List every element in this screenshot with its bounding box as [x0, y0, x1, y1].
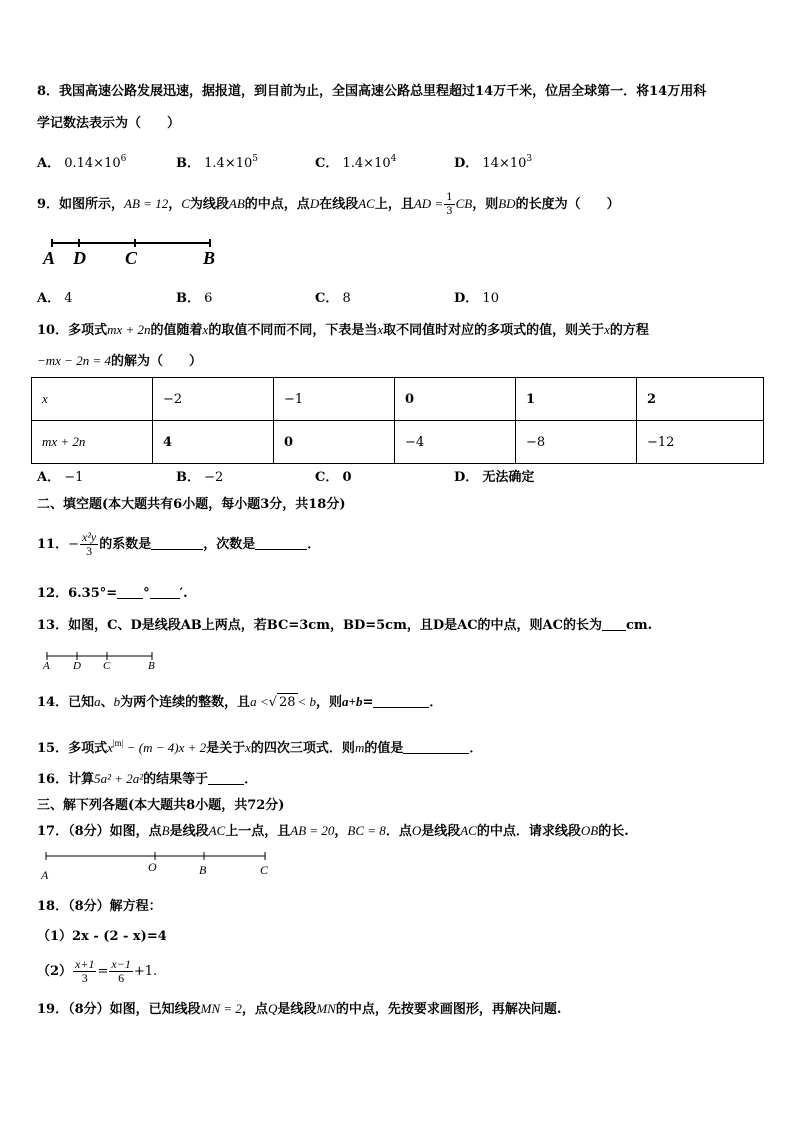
table-row [32, 421, 764, 464]
q16-stem: 16．计算5a² + 2a²的结果等于 ． [37, 771, 258, 787]
table-cell: −8 [516, 421, 637, 464]
q10-option-c[interactable]: C． 0 [315, 470, 352, 485]
q11-blank-degree[interactable] [255, 535, 307, 550]
q9-label-c: C [125, 248, 138, 268]
q11-stem: 11．− $\frac{\text{x²y}}{3}$ 的系数是 ，次数是 ． [37, 530, 321, 558]
q18-part-1: （1）2x - (2 - x)=4 [37, 929, 167, 944]
q12-stem: 12．6.35°= ° ′. [37, 586, 188, 601]
q17-label-c: C [260, 863, 269, 877]
q9-option-c[interactable]: C． 8 [315, 291, 351, 306]
q18-part-2: （2） $\frac{x+1}{3}$ = $\frac{x-1}{6}$ +1. [37, 957, 158, 985]
q14-stem: 14．已知a、b为两个连续的整数，且a <√ 28 < b，则a+b= ． [37, 694, 443, 710]
q12-blank-degrees[interactable] [117, 584, 143, 599]
section-3-heading: 三、解下列各题(本大题共8小题，共72分) [37, 798, 285, 813]
q17-label-a: A [41, 868, 49, 882]
q8-option-d[interactable]: D． $14\times 10^3$ [454, 154, 533, 171]
q15-stem: 15．多项式$x^{|m|} - (m - 4)x + 2$是关于x的四次三项式．则m的值是 ． [37, 738, 483, 756]
q9-option-a[interactable]: A． 4 [37, 291, 73, 306]
q10-option-b[interactable]: B． −2 [176, 470, 224, 485]
section-2-heading: 二、填空题(本大题共有6小题，每小题3分，共18分) [37, 497, 346, 512]
q11-blank-coefficient[interactable] [151, 535, 203, 550]
table-cell: mx + 2n [32, 421, 153, 464]
table-cell: 4 [153, 421, 274, 464]
q9-label-a: A [43, 248, 56, 268]
table-cell: 0 [274, 421, 395, 464]
q8-option-b[interactable]: B． $1.4\times 10^5$ [176, 154, 258, 171]
q14-blank-answer[interactable] [373, 693, 429, 708]
q9-option-b[interactable]: B． 6 [176, 291, 213, 306]
q8-stem-line2: 学记数法表示为（ ） [37, 116, 181, 131]
table-cell: 0 [395, 378, 516, 421]
q9-stem: 9．如图所示，AB = 12，C为线段AB的中点，点D在线段AC上，且AD = $\frac{1}{3}$ CB，则BD的长度为（ ） [37, 192, 620, 217]
q10-option-d[interactable]: D． 无法确定 [454, 470, 535, 485]
q13-label-a: A [43, 660, 50, 672]
table-cell: −4 [395, 421, 516, 464]
table-cell: 1 [516, 378, 637, 421]
table-cell: −1 [274, 378, 395, 421]
q16-blank-answer[interactable] [208, 770, 244, 785]
table-cell: x [32, 378, 153, 421]
q13-blank-answer[interactable] [602, 616, 626, 631]
q9-figure [40, 234, 230, 274]
table-cell: 2 [637, 378, 764, 421]
q8-stem-line1: 8．我国高速公路发展迅速，据报道，到目前为止，全国高速公路总里程超过14万千米，位居全球第一．将14万用科 [37, 84, 707, 99]
q17-figure [40, 850, 280, 884]
q17-label-o: O [148, 860, 157, 874]
q10-option-a[interactable]: A． −1 [37, 470, 84, 485]
q13-label-d: D [73, 660, 81, 672]
q13-label-b: B [148, 660, 155, 672]
q8-option-a[interactable]: A． $0.14\times 10^6$ [37, 154, 127, 171]
q13-figure [42, 650, 162, 672]
q10-stem-line1: 10．多项式mx + 2n的值随着x的取值不同而不同，下表是当x取不同值时对应的多项式的值，则关于x的方程 [37, 322, 649, 338]
q19-stem: 19．（8分）如图，已知线段MN = 2，点Q是线段MN的中点，先按要求画图形，再解决问题. [37, 1001, 562, 1017]
table-row [32, 378, 764, 421]
q10-value-table [31, 377, 764, 464]
q17-label-b: B [199, 863, 207, 877]
table-cell: −12 [637, 421, 764, 464]
table-cell: −2 [153, 378, 274, 421]
q13-label-c: C [103, 660, 111, 672]
q8-option-c[interactable]: C． $1.4\times 10^4$ [315, 154, 397, 171]
q17-stem: 17．（8分）如图，点B是线段AC上一点，且AB = 20，BC = 8．点O是线段AC的中点．请求线段OB的长. [37, 823, 629, 839]
q9-label-b: B [203, 248, 216, 268]
q9-option-d[interactable]: D． 10 [454, 291, 499, 306]
q18-stem: 18．（8分）解方程： [37, 899, 162, 914]
q12-blank-minutes[interactable] [150, 584, 180, 599]
q15-blank-answer[interactable] [403, 739, 469, 754]
q10-stem-line2: −mx − 2n = 4的解为（ ） [37, 353, 202, 369]
q9-label-d: D [73, 248, 86, 268]
q13-stem: 13．如图，C、D是线段AB上两点，若BC=3cm，BD=5cm，且D是AC的中点，则AC的长为 cm. [37, 618, 653, 633]
